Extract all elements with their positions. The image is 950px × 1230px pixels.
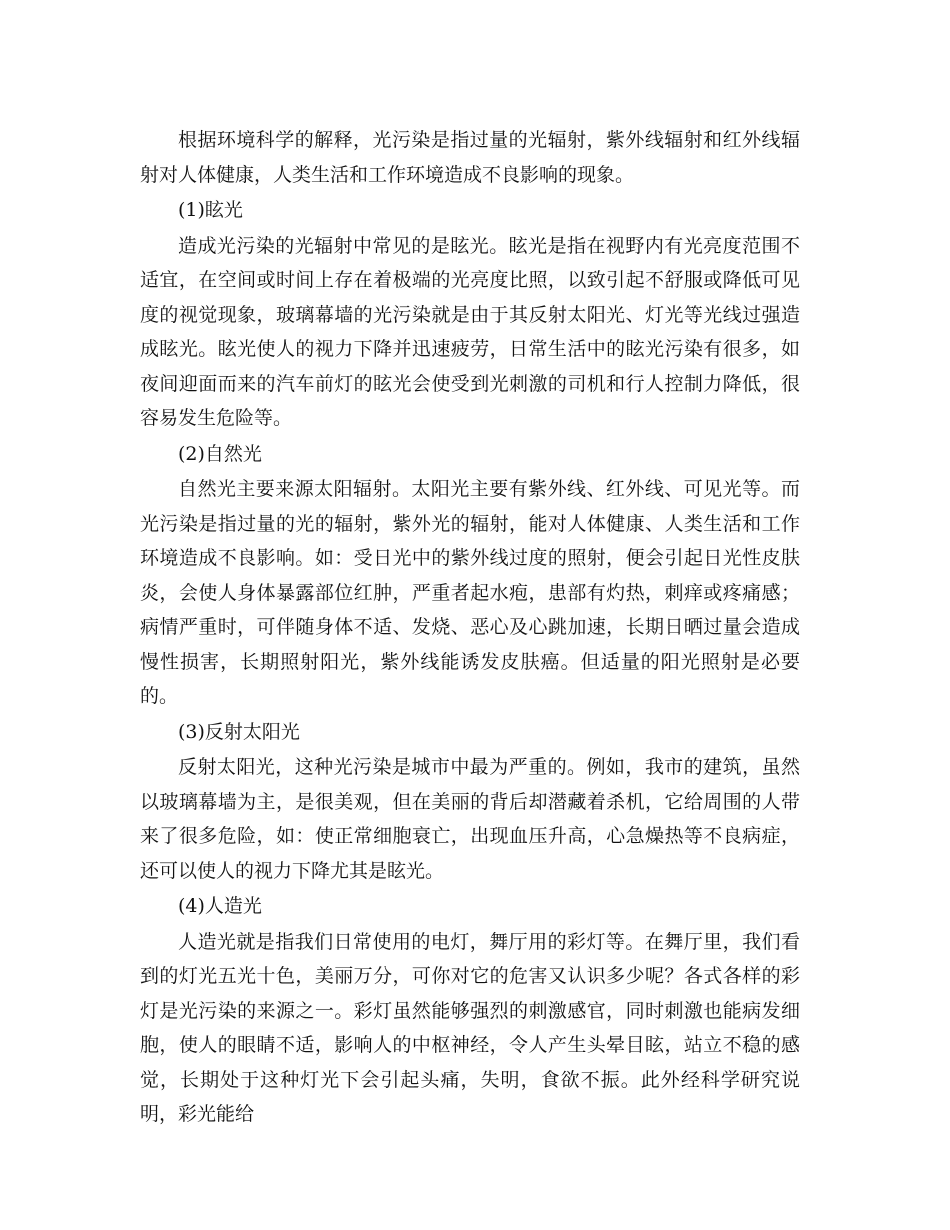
section-heading-natural-light: (2)自然光 xyxy=(178,442,262,465)
paragraph-glare: 造成光污染的光辐射中常见的是眩光。眩光是指在视野内有光亮度范围不适宜，在空间或时间上存在着极端的光亮度比照，以致引起不舒服或降低可见度的视觉现象，玻璃幕墙的光污染就是由于其反射太阳光、灯光等光线过强造成眩光。眩光使人的视力下降并迅速疲劳，日常生活中的眩光污染有很多，如夜间迎面而来的汽车前灯的眩光会使受到光刺激的司机和行人控制力降低，很容易发生危险等。 xyxy=(140,234,800,429)
paragraph-reflected-sunlight: 反射太阳光，这种光污染是城市中最为严重的。例如，我市的建筑，虽然以玻璃幕墙为主，是很美观，但在美丽的背后却潜藏着杀机，它给周围的人带来了很多危险，如：使正常细胞衰亡，出现血压升高，心急燥热等不良病症，还可以使人的视力下降尤其是眩光。 xyxy=(140,756,800,882)
paragraph-artificial-light: 人造光就是指我们日常使用的电灯，舞厅用的彩灯等。在舞厅里，我们看到的灯光五光十色，美丽万分，可你对它的危害又认识多少呢？各式各样的彩灯是光污染的来源之一。彩灯虽然能够强烈的刺激感官，同时刺激也能病发细胞，使人的眼睛不适，影响人的中枢神经，令人产生头晕目眩，站立不稳的感觉，长期处于这种灯光下会引起头痛，失明，食欲不振。此外经科学研究说明，彩光能给 xyxy=(140,930,800,1125)
document-body xyxy=(140,123,800,1132)
section-heading-glare: (1)眩光 xyxy=(178,199,243,221)
paragraph-intro: 根据环境科学的解释，光污染是指过量的光辐射，紫外线辐射和红外线辐射对人体健康，人类生活和工作环境造成不良影响的现象。 xyxy=(140,129,800,186)
section-heading-artificial-light: (4)人造光 xyxy=(178,895,262,917)
paragraph-natural-light: 自然光主要来源太阳辐射。太阳光主要有紫外线、红外线、可见光等。而光污染是指过量的光的辐射，紫外光的辐射，能对人体健康、人类生活和工作环境造成不良影响。如：受日光中的紫外线过度的照射，便会引起日光性皮肤炎，会使人身体暴露部位红肿，严重者起水疱，患部有灼热，刺痒或疼痛感；病情严重时，可伴随身体不适、发烧、恶心及心跳加速，长期日晒过量会造成慢性损害，长期照射阳光，紫外线能诱发皮肤癌。但适量的阳光照射是必要的。 xyxy=(140,478,800,707)
section-heading-reflected-sunlight: (3)反射太阳光 xyxy=(178,720,300,743)
